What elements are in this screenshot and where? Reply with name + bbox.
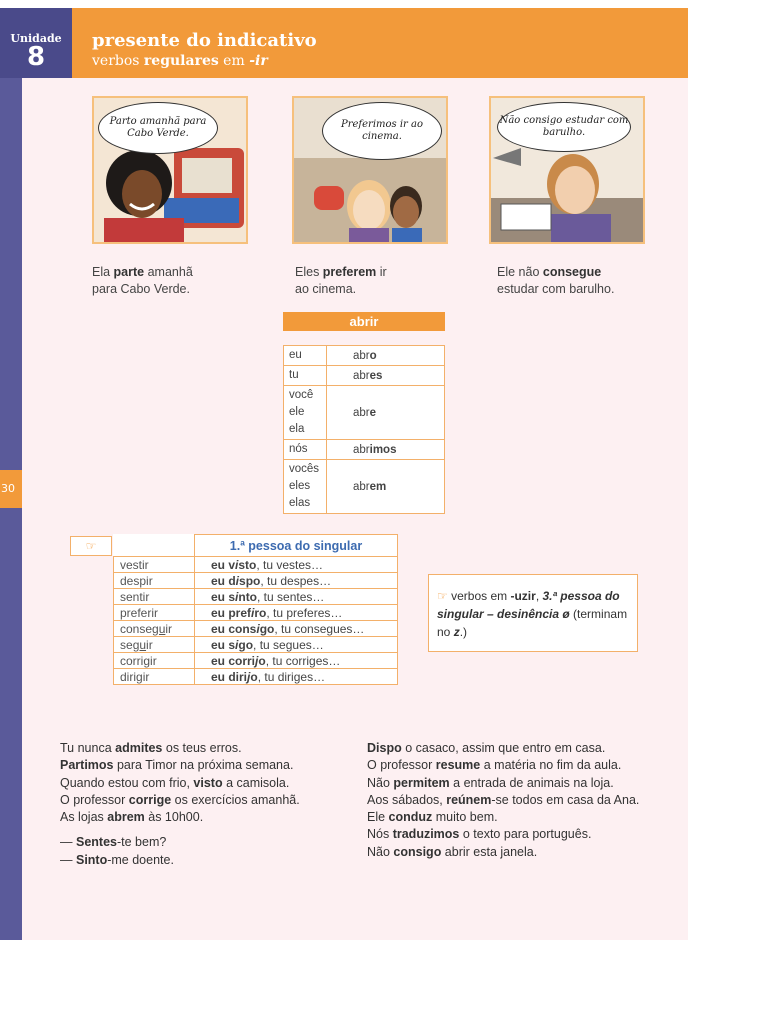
table-row: você ele ela abre: [284, 386, 445, 440]
example-sentence: As lojas abrem às 10h00.: [60, 810, 204, 825]
dialogue-line: — Sentes-te bem?: [60, 835, 167, 850]
example-sentence: Partimos para Timor na próxima semana.: [60, 758, 294, 773]
example-sentence: O professor corrige os exercícios amanhã.: [60, 792, 300, 807]
table-row: eu abro: [284, 346, 445, 366]
table-header-row: [114, 535, 398, 557]
comic-panel-3: [489, 96, 645, 244]
page-number: 30: [0, 470, 22, 508]
example-sentence: Não permitem a entrada de animais na loja.: [367, 775, 614, 790]
unit-label: Unidade: [10, 32, 62, 45]
table-row: despir eu dispo, tu despes…: [114, 573, 398, 589]
pointing-hand-icon: ☞: [437, 589, 448, 603]
example-sentence: Nós traduzimos o texto para português.: [367, 827, 592, 842]
table-row: tu abres: [284, 366, 445, 386]
speech-bubble-1: Parto amanhã para Cabo Verde.: [98, 102, 218, 154]
header-banner: [72, 8, 688, 78]
caption-3: Ele não consegue estudar com barulho.: [497, 265, 615, 296]
dialogue-line: — Sinto-me doente.: [60, 852, 174, 867]
speech-bubble-2: Preferimos ir ao cinema.: [322, 102, 442, 160]
irregular-first-person-table: [113, 534, 398, 685]
pointing-hand-icon: ☞: [70, 536, 112, 556]
speech-bubble-3: Não consigo estudar com barulho.: [497, 102, 631, 152]
examples-right: [367, 740, 639, 861]
comic-panel-2: [292, 96, 448, 244]
table-row: conseguir eu consigo, tu consegues…: [114, 621, 398, 637]
table-row: vestir eu visto, tu vestes…: [114, 557, 398, 573]
example-sentence: Aos sábados, reúnem-se todos em casa da Ana.: [367, 792, 640, 807]
note-box-uzir: ☞ verbos em -uzir, 3.ª pessoa do singular – desinência ø (terminam no z.): [428, 574, 638, 652]
table-row: corrigir eu corrijo, tu corriges…: [114, 653, 398, 669]
table-row: preferir eu prefiro, tu preferes…: [114, 605, 398, 621]
example-sentence: Ele conduz muito bem.: [367, 810, 498, 825]
table-row: vocês eles elas abrem: [284, 460, 445, 514]
page-subtitle: verbos regulares em -ir: [92, 53, 268, 69]
column-header: 1.ª pessoa do singular: [195, 535, 398, 557]
examples-left: [60, 740, 300, 869]
comic-panel-1: [92, 96, 248, 244]
conjugation-title: abrir: [283, 312, 445, 331]
unit-badge: [0, 8, 72, 78]
example-sentence: O professor resume a matéria no fim da aula.: [367, 758, 622, 773]
caption-1: Ela parte amanhã para Cabo Verde.: [92, 265, 193, 296]
table-row: nós abrimos: [284, 440, 445, 460]
caption-2: Eles preferem ir ao cinema.: [295, 265, 387, 296]
table-row: seguir eu sigo, tu segues…: [114, 637, 398, 653]
example-sentence: Quando estou com frio, visto a camisola.: [60, 775, 290, 790]
table-row: dirigir eu dirijo, tu diriges…: [114, 669, 398, 685]
example-sentence: Tu nunca admites os teus erros.: [60, 741, 242, 755]
conjugation-table: [283, 345, 445, 514]
table-row: sentir eu sinto, tu sentes…: [114, 589, 398, 605]
example-sentence: Não consigo abrir esta janela.: [367, 844, 538, 859]
unit-number: 8: [26, 42, 46, 72]
textbook-page: [0, 8, 688, 940]
example-sentence: Dispo o casaco, assim que entro em casa.: [367, 741, 606, 755]
page-title: presente do indicativo: [92, 30, 317, 51]
